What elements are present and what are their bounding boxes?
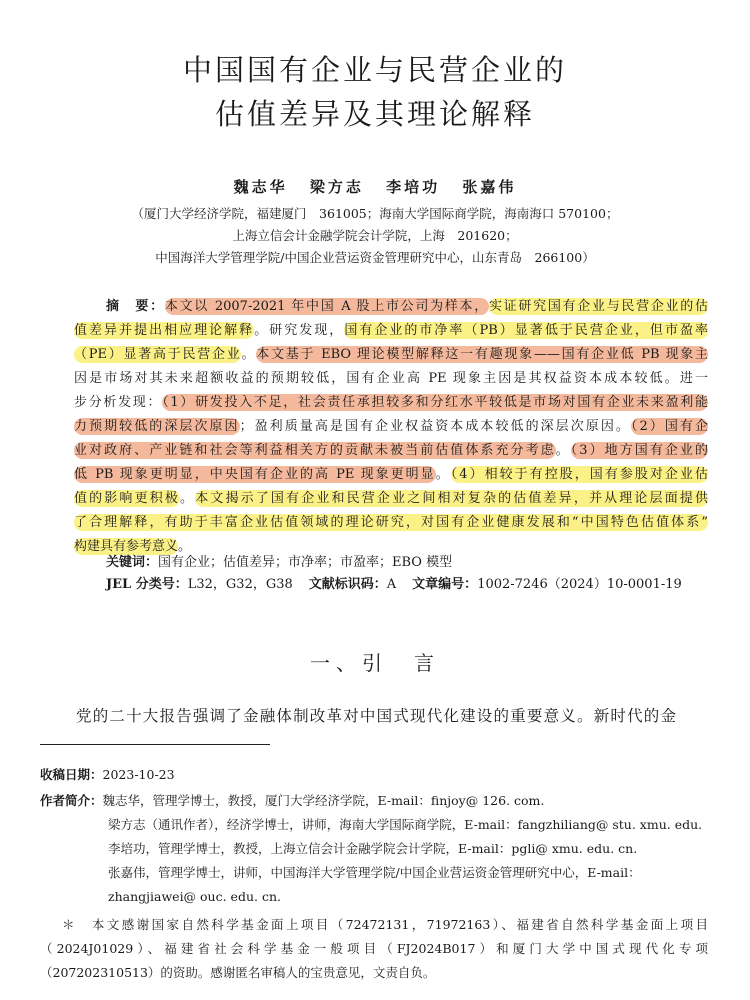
keywords-value: 国有企业；估值差异；市净率；市盈率；EBO 模型 bbox=[158, 555, 453, 570]
highlight-yellow: （PE）显著高于民营企业 bbox=[74, 347, 242, 362]
jel-label: JEL 分类号： bbox=[106, 577, 188, 592]
intro-paragraph: 党的二十大报告强调了金融体制改革对中国式现代化建设的重要意义。新时代的金 bbox=[76, 707, 678, 725]
bio-label: 作者简介： bbox=[40, 793, 103, 808]
highlight-orange: （2）国有企 bbox=[630, 419, 708, 434]
keywords-label: 关键词： bbox=[106, 555, 159, 570]
affiliation-line: （厦门大学经济学院，福建厦门 361005；海南大学国际商学院，海南海口 570100； bbox=[131, 206, 619, 221]
abstract-line: 因是市场对其未来超额收益的预期较低，国有企业高 PE 现象主因是其权益资本成本较低。进一 bbox=[74, 371, 708, 386]
highlight-orange: 力预期较低的深层次原因 bbox=[74, 419, 240, 434]
footnote-divider bbox=[40, 744, 270, 745]
paper-title-line-2: 估值差异及其理论解释 bbox=[214, 97, 535, 131]
article-no-label: 文章编号： bbox=[412, 577, 478, 592]
abstract-line: 业对政府、产业链和社会等利益相关方的贡献未被当前估值体系充分考虑。（3）地方国有企业的 bbox=[74, 443, 708, 458]
highlight-yellow: 了合理解释，有助于丰富企业估值领域的理论研究，对国有企业健康发展和“中国特色估值体系” bbox=[74, 515, 708, 530]
highlight-orange: 本文基于 EBO 理论模型解释这一有趣现象——国有企业低 PB 现象主 bbox=[256, 347, 708, 362]
affiliation-line: 中国海洋大学管理学院/中国企业营运资金管理研究中心，山东青岛 266100） bbox=[155, 250, 595, 265]
author-bio bbox=[40, 792, 544, 810]
highlight-yellow: 构建具有参考意义 bbox=[74, 539, 179, 554]
highlight-orange: 业对政府、产业链和社会等利益相关方的贡献未被当前估值体系充分考虑 bbox=[74, 443, 556, 458]
abstract-line: 步分析发现：（1）研发投入不足，社会责任承担较多和分红水平较低是市场对国有企业未来盈利能 bbox=[74, 395, 708, 410]
abstract-line: 值差异并提出相应理论解释。研究发现，国有企业的市净率（PB）显著低于民营企业，但市盈率 bbox=[74, 323, 708, 338]
bio-line: 李培功，管理学博士，教授，上海立信会计金融学院会计学院，E-mail：pgli@ xmu. edu. cn. bbox=[108, 841, 638, 856]
highlight-orange: （3）地方国有企业的 bbox=[570, 443, 708, 458]
abstract-line bbox=[106, 298, 708, 316]
highlight-yellow: （4）相较于有控股，国有参股对企业估 bbox=[450, 467, 708, 482]
classification-line bbox=[106, 576, 682, 594]
highlight-orange: 本文以 2007-2021 年中国 A 股上市公司为样本， bbox=[164, 299, 489, 314]
funding-note: ＊ 本文感谢国家自然科学基金面上项目（72472131，71972163）、福建省自然科学基金面上项目 bbox=[62, 917, 708, 932]
doc-code-label: 文献标识码： bbox=[308, 577, 387, 592]
jel-value: L32，G32，G38 bbox=[187, 577, 293, 592]
keywords bbox=[106, 554, 452, 572]
bio-line: 梁方志（通讯作者），经济学博士，讲师，海南大学国际商学院，E-mail：fangzhiliang@ stu. xmu. edu. bbox=[108, 817, 703, 832]
affiliation-line: 上海立信会计金融学院会计学院，上海 201620； bbox=[232, 228, 518, 243]
highlight-yellow: 值的影响更积极 bbox=[74, 491, 181, 506]
received-date bbox=[40, 766, 175, 784]
bio-line: 魏志华，管理学博士，教授，厦门大学经济学院，E-mail：finjoy@ 126. com. bbox=[102, 793, 545, 808]
abstract-line: 值的影响更积极。本文揭示了国有企业和民营企业之间相对复杂的估值差异，并从理论层面提供 bbox=[74, 491, 708, 506]
funding-note: （207202310513）的资助。感谢匿名审稿人的宝贵意见，文责自负。 bbox=[40, 965, 436, 980]
highlight-yellow: 值差异并提出相应理论解释 bbox=[74, 323, 255, 338]
highlight-yellow: 本文揭示了国有企业和民营企业之间相对复杂的估值差异，并从理论层面提供 bbox=[195, 491, 708, 506]
author-list: 魏志华 梁方志 李培功 张嘉伟 bbox=[233, 178, 517, 196]
received-label: 收稿日期： bbox=[40, 767, 103, 782]
bio-line: 张嘉伟，管理学博士，讲师，中国海洋大学管理学院/中国企业营运资金管理研究中心，E-mail： bbox=[108, 865, 641, 880]
article-no-value: 1002-7246（2024）10-0001-19 bbox=[477, 577, 682, 592]
abstract-line: （PE）显著高于民营企业。本文基于 EBO 理论模型解释这一有趣现象——国有企业低 PB 现象主 bbox=[74, 347, 708, 362]
abstract-line: 构建具有参考意义。 bbox=[74, 539, 192, 554]
highlight-orange: （1）研发投入不足，社会责任承担较多和分红水平较低是市场对国有企业未来盈利能 bbox=[162, 395, 708, 410]
doc-code-value: A bbox=[386, 577, 397, 592]
abstract-line bbox=[74, 514, 708, 532]
highlight-yellow: 国有企业的市净率（PB）显著低于民营企业，但市盈率 bbox=[344, 323, 708, 338]
highlight-yellow: 实证研究国有企业与民营企业的估 bbox=[488, 299, 708, 314]
abstract-line: 力预期较低的深层次原因；盈利质量高是国有企业权益资本成本较低的深层次原因。（2）国有企 bbox=[74, 419, 708, 434]
paper-title-line-1: 中国国有企业与民营企业的 bbox=[182, 53, 567, 87]
funding-note: （2024J01029）、福建省社会科学基金一般项目（FJ2024B017）和厦门大学中国式现代化专项 bbox=[40, 941, 708, 956]
bio-line: zhangjiawei@ ouc. edu. cn. bbox=[108, 889, 281, 904]
received-value: 2023-10-23 bbox=[102, 767, 175, 782]
highlight-orange: 低 PB 现象更明显，中央国有企业的高 PE 现象更明显 bbox=[74, 467, 436, 482]
section-heading: 一、引 言 bbox=[310, 651, 440, 675]
abstract-label: 摘 要： bbox=[106, 299, 165, 314]
abstract-line: 低 PB 现象更明显，中央国有企业的高 PE 现象更明显。（4）相较于有控股，国有参股对企业估 bbox=[74, 467, 708, 482]
